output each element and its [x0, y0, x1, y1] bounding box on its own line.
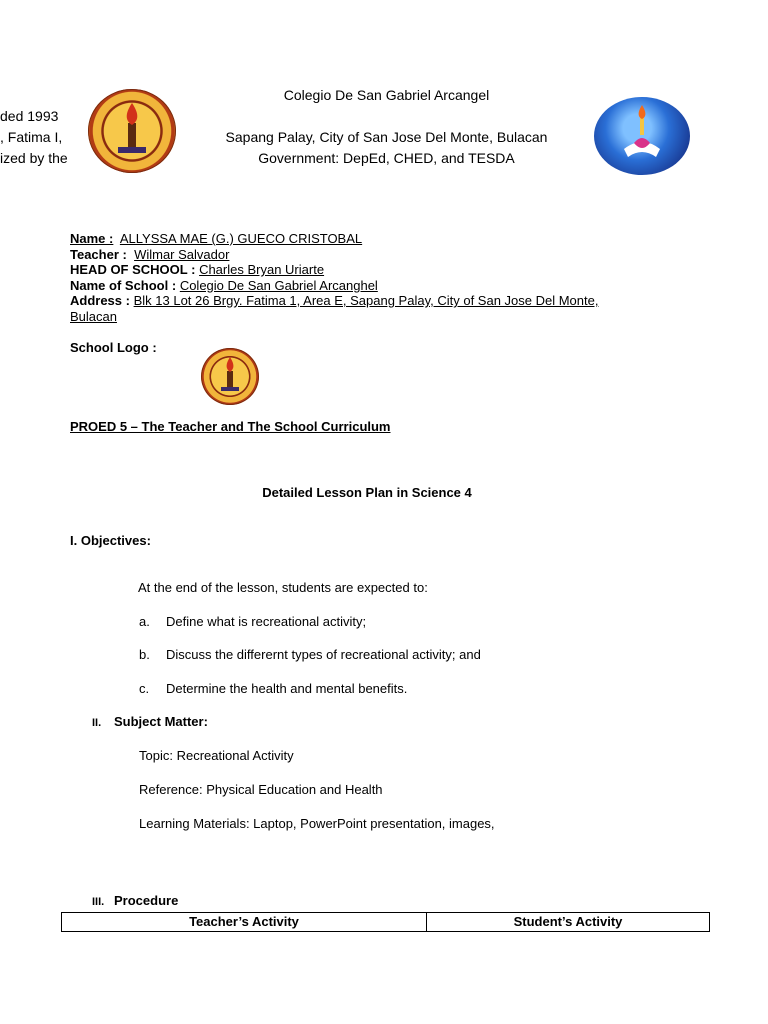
procedure-heading: Procedure	[114, 893, 179, 908]
subject-materials: Learning Materials: Laptop, PowerPoint presentation, images,	[139, 816, 495, 831]
torch-icon	[88, 89, 176, 173]
objective-text: Discuss the differernt types of recreational activity; and	[166, 647, 481, 662]
address-value-line-1: Blk 13 Lot 26 Brgy. Fatima 1, Area E, Sapang Palay, City of San Jose Del Monte,	[133, 293, 599, 308]
globe-emblem-icon	[594, 97, 690, 175]
school-government: Government: DepEd, CHED, and TESDA	[258, 150, 515, 166]
name-row	[70, 231, 362, 247]
school-label: Name of School :	[70, 277, 177, 293]
student-activity-header: Student’s Activity	[427, 913, 710, 932]
head-label: HEAD OF SCHOOL :	[70, 262, 196, 277]
header-left-line-3: ized by the	[0, 150, 68, 166]
objective-text: Determine the health and mental benefits.	[166, 681, 408, 696]
head-row	[70, 262, 324, 278]
procedure-numeral: III.	[92, 896, 105, 908]
address-row	[70, 293, 598, 309]
school-seal-logo	[88, 89, 176, 173]
school-value: Colegio De San Gabriel Arcanghel	[179, 277, 378, 293]
logo-label: School Logo :	[70, 340, 157, 355]
subject-matter-heading: Subject Matter:	[114, 714, 208, 729]
header-left-line-1: ded 1993	[0, 108, 59, 124]
name-label: Name :	[70, 231, 114, 246]
objective-item	[139, 647, 481, 662]
subject-reference: Reference: Physical Education and Health	[139, 782, 383, 797]
logo-row	[70, 340, 157, 356]
course-title: PROED 5 – The Teacher and The School Curriculum	[70, 419, 391, 434]
school-row	[70, 278, 378, 294]
torch-icon-small	[201, 348, 259, 405]
objective-item	[139, 614, 366, 629]
header-left-line-2: , Fatima I,	[0, 129, 63, 145]
teacher-value: Wilmar Salvador	[134, 246, 230, 262]
teacher-label: Teacher :	[70, 246, 127, 262]
school-address: Sapang Palay, City of San Jose Del Monte, Bulacan	[225, 129, 548, 145]
objective-text: Define what is recreational activity;	[166, 614, 367, 629]
globe-logo	[594, 97, 690, 175]
objective-item	[139, 681, 407, 696]
school-name: Colegio De San Gabriel Arcangel	[283, 87, 490, 103]
head-value: Charles Bryan Uriarte	[199, 262, 325, 277]
objective-marker: b.	[139, 647, 150, 662]
school-logo-small	[201, 348, 259, 405]
objectives-heading: I. Objectives:	[70, 533, 151, 548]
subject-matter-heading-row	[92, 714, 208, 729]
teacher-activity-header: Teacher’s Activity	[62, 913, 427, 932]
name-value: ALLYSSA MAE (G.) GUECO CRISTOBAL	[119, 231, 363, 246]
procedure-table-header-row	[62, 913, 710, 932]
procedure-heading-row	[92, 893, 178, 908]
objective-marker: a.	[139, 614, 150, 629]
procedure-table	[61, 912, 710, 932]
teacher-row	[70, 247, 229, 263]
objectives-intro: At the end of the lesson, students are expected to:	[138, 580, 428, 595]
subject-matter-numeral: II.	[92, 717, 102, 729]
plan-title: Detailed Lesson Plan in Science 4	[262, 485, 472, 500]
subject-topic: Topic: Recreational Activity	[139, 748, 294, 763]
objective-marker: c.	[139, 681, 150, 696]
address-value-line-2: Bulacan	[70, 308, 117, 324]
address-label: Address :	[70, 293, 130, 308]
